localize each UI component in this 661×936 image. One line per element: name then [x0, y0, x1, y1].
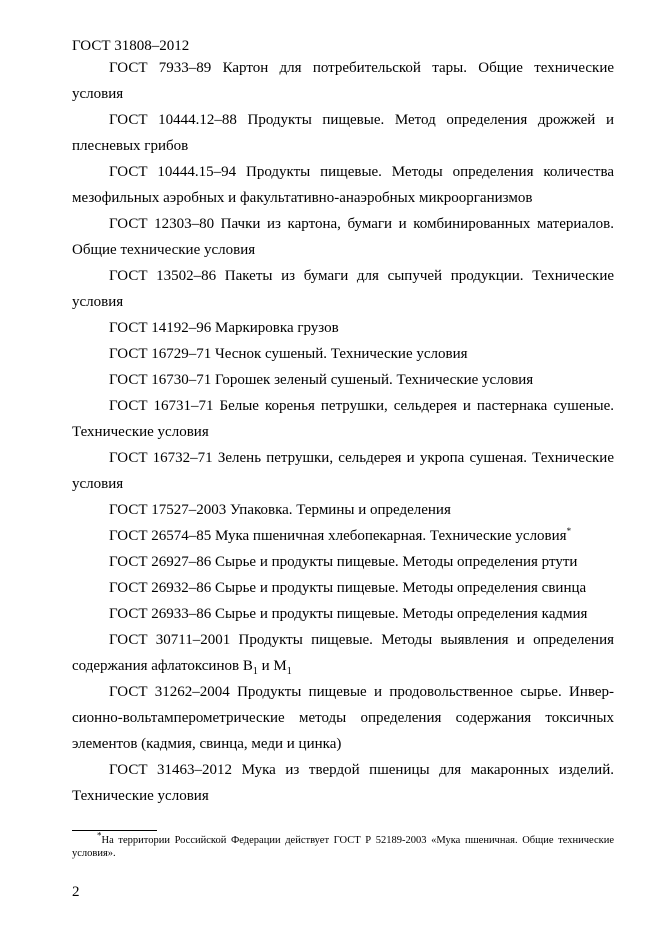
reference-code: ГОСТ 10444.15–94 [109, 164, 237, 180]
reference-code: ГОСТ 14192–96 [109, 320, 212, 336]
reference-item [72, 55, 614, 107]
reference-title: Мука из твердой пшеницы для макаронных изделий. Технические условия [72, 762, 614, 804]
reference-code: ГОСТ 12303–80 [109, 216, 215, 232]
reference-title: Продукты пищевые. Методы выявления и определения содержания афлатоксинов [72, 632, 615, 674]
reference-code: ГОСТ 30711–2001 [109, 632, 231, 648]
reference-code: ГОСТ 26932–86 [109, 580, 212, 596]
reference-code: ГОСТ 26574–85 [109, 528, 212, 544]
reference-title: Мука пшеничная хлебопекарная. Технические условия [214, 528, 567, 544]
page-number: 2 [72, 884, 80, 900]
reference-item [72, 601, 614, 627]
reference-code: ГОСТ 13502–86 [109, 268, 217, 284]
reference-title: Продукты пищевые. Методы определения количества мезофильных аэробных и факультативно-анаэробных микроорганизмов [72, 164, 615, 206]
normative-references-list [72, 55, 614, 809]
reference-title: Картон для потребительской тары. Общие технические условия [72, 60, 615, 102]
reference-item [72, 159, 614, 211]
reference-title: Чеснок сушеный. Технические условия [214, 346, 468, 362]
reference-item [72, 393, 614, 445]
reference-code: ГОСТ 16729–71 [109, 346, 212, 362]
reference-title: Маркировка грузов [214, 320, 339, 336]
reference-item [72, 367, 614, 393]
reference-title: Продукты пищевые. Метод определения дрожжей и плесневых грибов [72, 112, 615, 154]
reference-code: ГОСТ 26927–86 [109, 554, 212, 570]
reference-item [72, 549, 614, 575]
footnote [72, 830, 614, 860]
reference-item [72, 679, 614, 757]
aflatoxin-b: B [242, 658, 253, 674]
footnote-mark: * [97, 830, 102, 841]
reference-code: ГОСТ 7933–89 [109, 60, 212, 76]
reference-item [72, 211, 614, 263]
reference-item [72, 445, 614, 497]
reference-code: ГОСТ 31463–2012 [109, 762, 233, 778]
reference-item [72, 497, 614, 523]
reference-title: Продукты пищевые и продовольственное сырье. Инверсионно-вольтамперометрические методы определения содержания токсичных элементов (кадмия, свинца, меди и цинка) [72, 684, 614, 752]
header-standard-number: ГОСТ 31808–2012 [72, 38, 190, 54]
reference-title: Белые коренья петрушки, сельдерея и пастернака сушеные. Технические условия [72, 398, 615, 440]
reference-title: Упаковка. Термины и определения [229, 502, 451, 518]
reference-item [72, 757, 614, 809]
reference-title: Зелень петрушки, сельдерея и укропа сушеная. Технические условия [72, 450, 614, 492]
reference-item [72, 627, 614, 679]
aflatoxin-m-subscript: 1 [286, 666, 292, 677]
reference-title: Сырье и продукты пищевые. Методы определения ртути [214, 554, 578, 570]
reference-item [72, 315, 614, 341]
reference-code: ГОСТ 16730–71 [109, 372, 212, 388]
reference-item [72, 523, 614, 549]
footnote-marker: * [566, 526, 572, 536]
reference-item [72, 107, 614, 159]
reference-item [72, 575, 614, 601]
conjunction: и [261, 658, 270, 674]
reference-item [72, 263, 614, 315]
reference-code: ГОСТ 31262–2004 [109, 684, 230, 700]
reference-code: ГОСТ 10444.12–88 [109, 112, 237, 128]
reference-code: ГОСТ 16731–71 [109, 398, 214, 414]
reference-code: ГОСТ 26933–86 [109, 606, 212, 622]
footnote-separator [72, 830, 157, 831]
reference-item [72, 341, 614, 367]
reference-code: ГОСТ 17527–2003 [109, 502, 227, 518]
reference-title: Сырье и продукты пищевые. Методы определения кадмия [214, 606, 588, 622]
reference-title: Горошек зеленый сушеный. Технические условия [214, 372, 534, 388]
reference-title: Пачки из картона, бумаги и комбинированных материалов. Общие технические условия [72, 216, 614, 258]
reference-title: Пакеты из бумаги для сыпучей продукции. Технические условия [72, 268, 615, 310]
aflatoxin-b-subscript: 1 [252, 666, 258, 677]
footnote-text: На территории Российской Федерации действует ГОСТ Р 52189-2003 «Мука пшеничная. Общие технические условия». [72, 835, 614, 859]
reference-code: ГОСТ 16732–71 [109, 450, 213, 466]
reference-title: Сырье и продукты пищевые. Методы определения свинца [214, 580, 587, 596]
aflatoxin-m: M [273, 658, 287, 674]
